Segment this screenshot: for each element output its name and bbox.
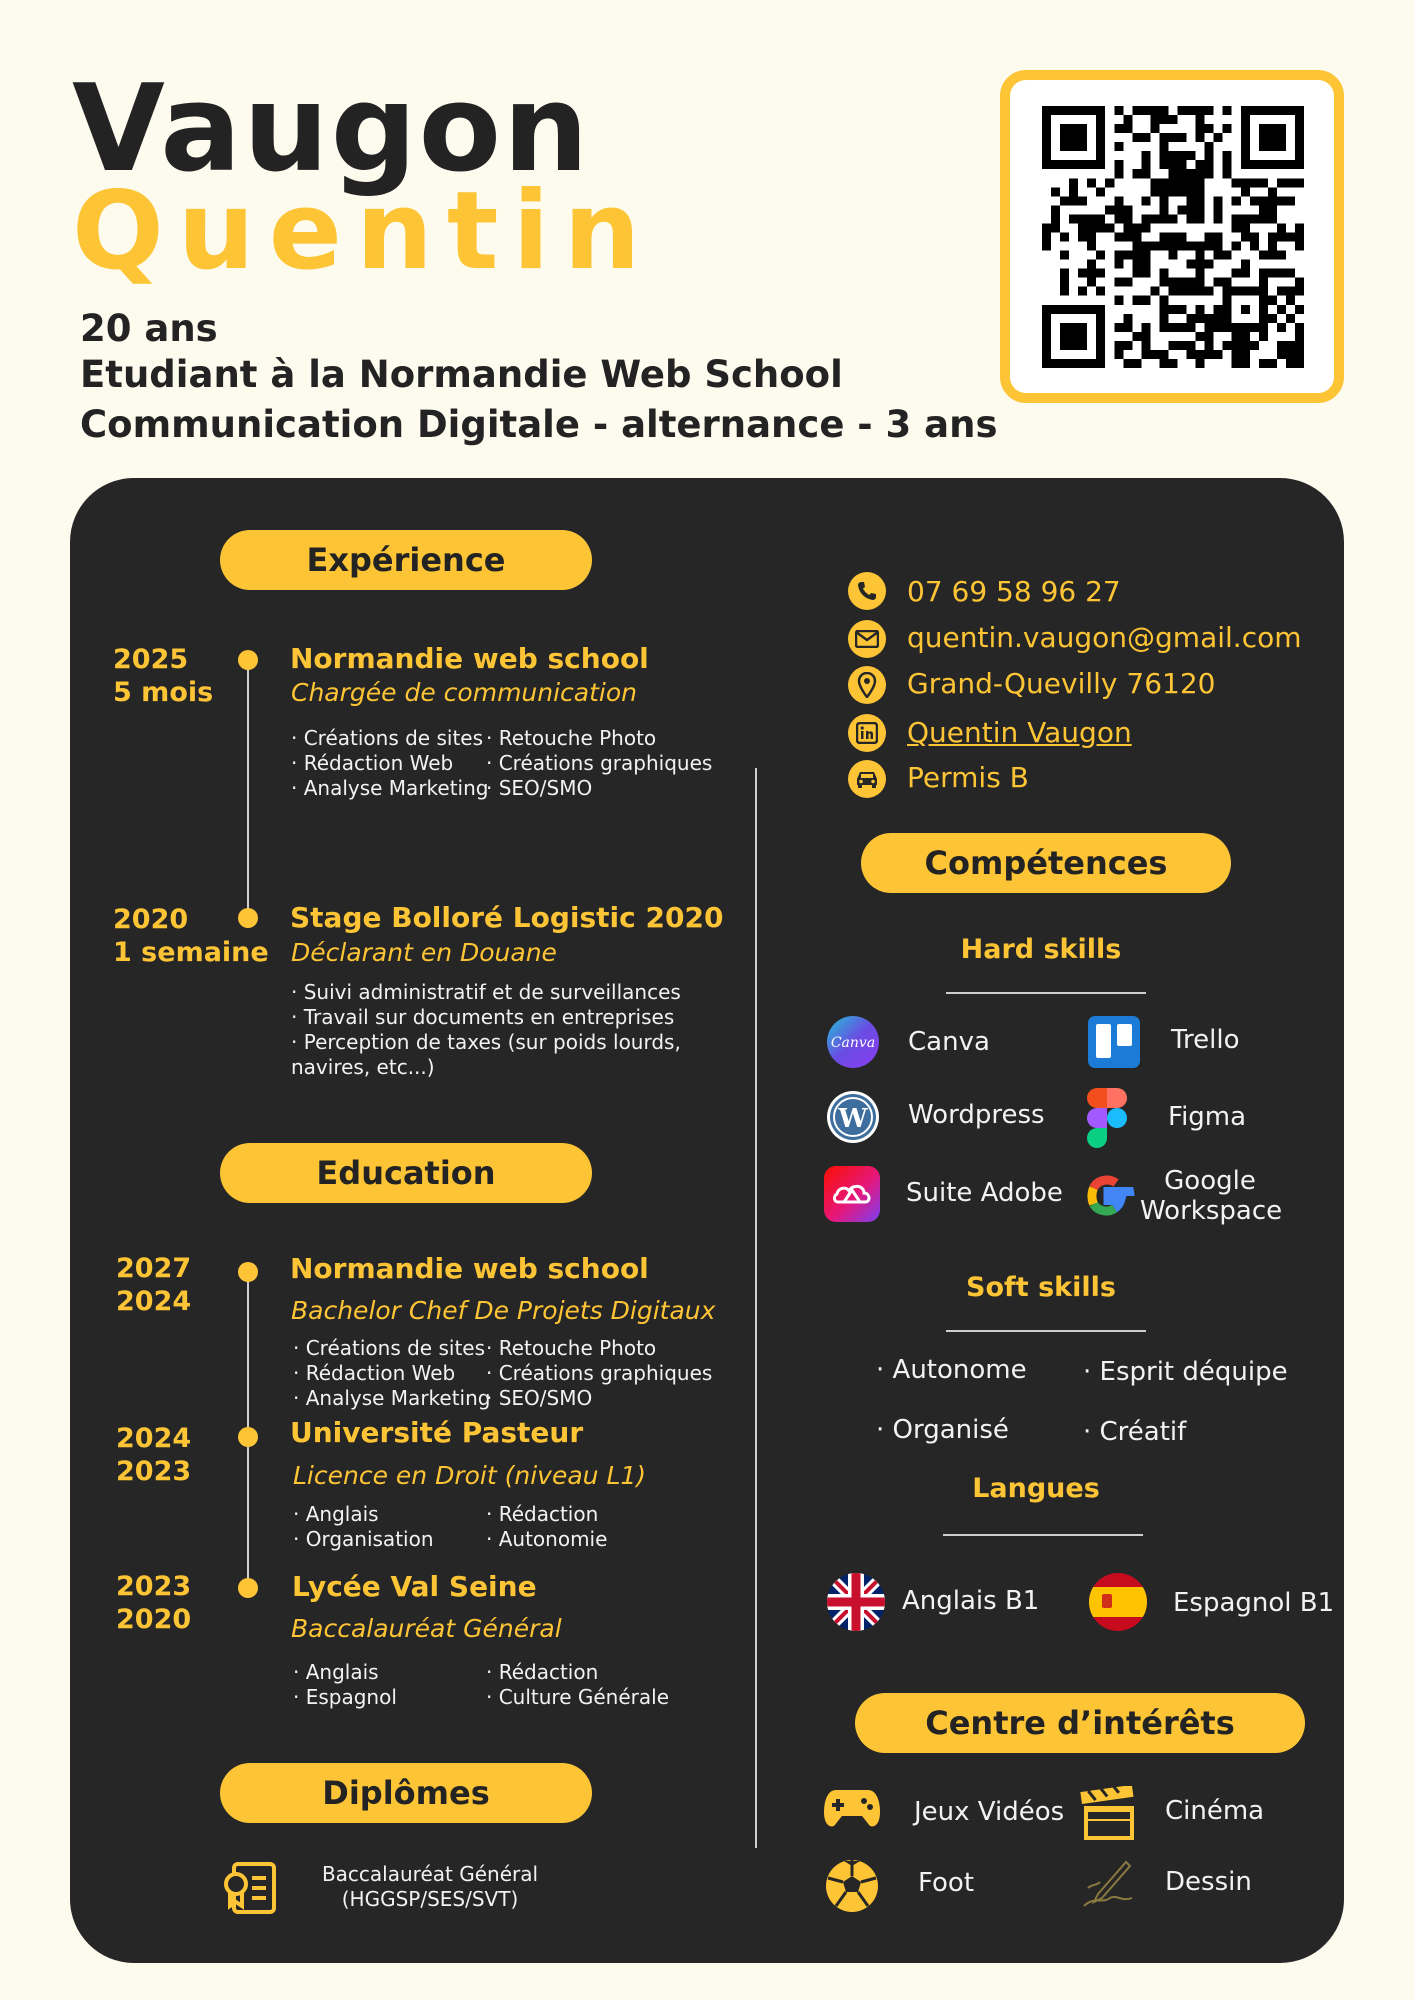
edu3-skills-col2: · Rédaction · Culture Générale [486, 1660, 669, 1709]
edu3-title: Lycée Val Seine [292, 1570, 537, 1603]
trello-icon [1088, 1016, 1140, 1068]
diploma-text: Baccalauréat Général (HGGSP/SES/SVT) [321, 1862, 539, 1911]
mail-icon [848, 620, 886, 658]
spain-flag-icon [1088, 1572, 1148, 1632]
wordpress-icon [826, 1090, 880, 1144]
interets-heading: Centre d’intérêts [855, 1693, 1305, 1753]
langues-heading: Langues [972, 1473, 1100, 1504]
exp2-lines: · Suivi administratif et de surveillances · Travail sur documents en entreprises · Perception de taxes (sur poids lourds, navires, etc...) [291, 980, 681, 1079]
competences-heading: Compétences [861, 833, 1231, 893]
qr-code-frame [1000, 70, 1344, 403]
edu1-year: 2027 2024 [116, 1253, 192, 1317]
timeline-dot [238, 1262, 258, 1282]
exp2-title: Stage Bolloré Logistic 2020 [290, 901, 724, 934]
qr-code-icon[interactable] [1040, 106, 1306, 368]
edu2-title: Université Pasteur [290, 1416, 584, 1449]
diplomes-heading: Diplômes [220, 1763, 592, 1823]
linkedin-link[interactable]: Quentin Vaugon [907, 716, 1132, 749]
certificate-icon [220, 1858, 284, 1918]
edu1-skills-col2: · Retouche Photo · Créations graphiques · SEO/SMO [486, 1336, 713, 1410]
phone-text[interactable]: 07 69 58 96 27 [907, 575, 1121, 608]
soft-skills-heading: Soft skills [966, 1272, 1116, 1303]
experience-heading: Expérience [220, 530, 592, 590]
soft-skills-divider [946, 1330, 1146, 1332]
hard-skills-divider [946, 992, 1146, 994]
skill-trello: Trello [1171, 1025, 1240, 1055]
exp2-year: 2020 1 semaine [113, 904, 269, 968]
edu2-skills-col1: · Anglais · Organisation [293, 1502, 434, 1551]
hard-skills-heading: Hard skills [960, 934, 1122, 965]
email-text[interactable]: quentin.vaugon@gmail.com [907, 621, 1302, 654]
age: 20 ans [80, 307, 218, 350]
drawing-icon [1076, 1858, 1140, 1914]
interest-dessin: Dessin [1165, 1867, 1252, 1897]
exp1-skills-col1: · Créations de sites · Rédaction Web · Analyse Marketing [291, 726, 489, 800]
interest-foot: Foot [918, 1868, 975, 1898]
skill-figma: Figma [1168, 1102, 1247, 1132]
location-icon [848, 666, 886, 704]
edu2-skills-col2: · Rédaction · Autonomie [486, 1502, 608, 1551]
location-text: Grand-Quevilly 76120 [907, 667, 1216, 700]
gamepad-icon [822, 1786, 882, 1830]
timeline-dot [238, 1427, 258, 1447]
linkedin-icon [848, 714, 886, 752]
edu3-year: 2023 2020 [116, 1571, 192, 1635]
figma-icon [1086, 1088, 1128, 1148]
soft-skill-creatif: · Créatif [1083, 1417, 1187, 1447]
skill-adobe: Suite Adobe [906, 1178, 1063, 1208]
soft-skill-esprit-equipe: · Esprit déquipe [1083, 1357, 1288, 1387]
skill-canva: Canva [908, 1027, 990, 1057]
exp2-role: Déclarant en Douane [291, 938, 557, 967]
edu2-year: 2024 2023 [116, 1423, 192, 1487]
timeline-dot [238, 650, 258, 670]
football-icon [824, 1858, 880, 1914]
langues-divider [943, 1534, 1143, 1536]
edu3-role: Baccalauréat Général [291, 1614, 562, 1643]
education-heading: Education [220, 1143, 592, 1203]
edu1-role: Bachelor Chef De Projets Digitaux [291, 1296, 716, 1325]
clapperboard-icon [1080, 1786, 1138, 1842]
lang-english: Anglais B1 [902, 1586, 1040, 1616]
timeline-dot [238, 1578, 258, 1598]
skill-wordpress: Wordpress [908, 1100, 1045, 1130]
school-line: Etudiant à la Normandie Web School [80, 353, 843, 396]
car-icon [848, 760, 886, 798]
edu2-role: Licence en Droit (niveau L1) [293, 1461, 647, 1490]
program-line: Communication Digitale - alternance - 3 ans [80, 403, 998, 446]
interest-jeux-videos: Jeux Vidéos [914, 1797, 1065, 1827]
licence-text: Permis B [907, 761, 1029, 794]
column-divider [755, 768, 757, 1848]
interest-cinema: Cinéma [1165, 1796, 1265, 1826]
canva-icon [826, 1015, 880, 1069]
exp1-role: Chargée de communication [291, 678, 638, 707]
phone-icon [848, 572, 886, 610]
soft-skill-autonome: · Autonome [876, 1355, 1027, 1385]
lang-spanish: Espagnol B1 [1173, 1588, 1335, 1618]
adobe-icon [824, 1166, 880, 1222]
skill-google-workspace: Google Workspace [1140, 1166, 1283, 1226]
edu1-title: Normandie web school [290, 1252, 649, 1285]
exp1-title: Normandie web school [290, 642, 649, 675]
experience-timeline [247, 660, 249, 918]
svg-text:Canva: Canva [830, 1035, 876, 1051]
exp1-year: 2025 5 mois [113, 644, 214, 708]
first-name: Quentin [72, 169, 655, 294]
google-icon [1080, 1168, 1136, 1224]
svg-text:W: W [838, 1104, 868, 1134]
soft-skill-organise: · Organisé [876, 1415, 1009, 1445]
edu1-skills-col1: · Créations de sites · Rédaction Web · Analyse Marketing [293, 1336, 491, 1410]
last-name: Vaugon [72, 60, 591, 199]
edu3-skills-col1: · Anglais · Espagnol [293, 1660, 397, 1709]
exp1-skills-col2: · Retouche Photo · Créations graphiques · SEO/SMO [486, 726, 713, 800]
uk-flag-icon [826, 1572, 886, 1632]
